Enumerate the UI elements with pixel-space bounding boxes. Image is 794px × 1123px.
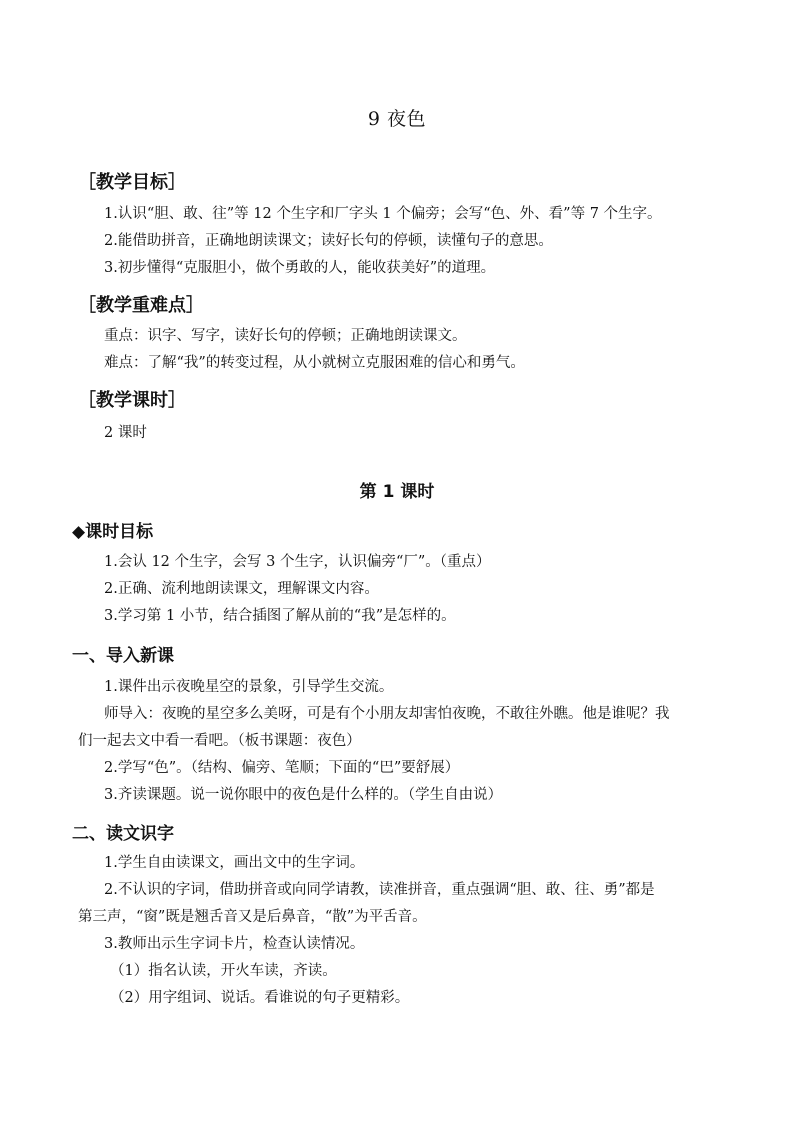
part2-line-4: 3.教师出示生字词卡片，检查认读情况。 bbox=[104, 936, 365, 952]
part2-line-1: 1.学生自由读课文，画出文中的生字词。 bbox=[104, 855, 365, 871]
part2-line-3: 第三声，“窗”既是翘舌音又是后鼻音，“散”为平舌音。 bbox=[78, 909, 427, 925]
section-heading-goals: ［教学目标］ bbox=[78, 172, 186, 193]
lesson1-heading: 第 1 课时 bbox=[359, 482, 435, 502]
lesson1-goals-heading: ◆课时目标 bbox=[72, 522, 154, 542]
goal-line-2: 2.能借助拼音，正确地朗读课文；读好长句的停顿，读懂句子的意思。 bbox=[104, 233, 553, 249]
part1-line-3: 们一起去文中看一看吧。（板书课题：夜色） bbox=[78, 733, 361, 749]
lesson1-goal-line-3: 3.学习第 1 小节，结合插图了解从前的“我”是怎样的。 bbox=[104, 608, 456, 624]
lesson1-goal-line-1: 1.会认 12 个生字，会写 3 个生字，认识偏旁“厂”。（重点） bbox=[104, 554, 491, 570]
part1-line-4: 2.学写“色”。（结构、偏旁、笔顺；下面的“巴”要舒展） bbox=[104, 760, 460, 776]
part1-line-5: 3.齐读课题。说一说你眼中的夜色是什么样的。（学生自由说） bbox=[104, 787, 503, 803]
part2-heading: 二、读文识字 bbox=[72, 824, 174, 844]
document-title: 9 夜色 bbox=[367, 108, 427, 130]
part1-line-1: 1.课件出示夜晚星空的景象，引导学生交流。 bbox=[104, 679, 394, 695]
goal-line-1: 1.认识“胆、敢、往”等 12 个生字和厂字头 1 个偏旁；会写“色、外、看”等 7 个生字。 bbox=[104, 206, 662, 222]
lesson1-goal-line-2: 2.正确、流利地朗读课文，理解课文内容。 bbox=[104, 581, 379, 597]
part2-line-2: 2.不认识的字词，借助拼音或向同学请教，读准拼音，重点强调“胆、敢、往、勇”都是 bbox=[104, 882, 655, 898]
key-point-line-1: 重点：识字、写字，读好长句的停顿；正确地朗读课文。 bbox=[104, 328, 467, 344]
section-heading-key-points: ［教学重难点］ bbox=[78, 295, 204, 316]
key-point-line-2: 难点：了解“我”的转变过程，从小就树立克服困难的信心和勇气。 bbox=[104, 355, 525, 371]
part2-line-5: （1）指名认读，开火车读，齐读。 bbox=[110, 963, 337, 979]
section-heading-hours: ［教学课时］ bbox=[78, 390, 186, 411]
part1-heading: 一、导入新课 bbox=[72, 646, 174, 666]
goal-line-3: 3.初步懂得“克服胆小，做个勇敢的人，能收获美好”的道理。 bbox=[104, 260, 496, 276]
part1-line-2: 师导入：夜晚的星空多么美呀，可是有个小朋友却害怕夜晚，不敢往外瞧。他是谁呢？我 bbox=[104, 706, 670, 722]
hours-value: 2 课时 bbox=[104, 425, 147, 441]
part2-line-6: （2）用字组词、说话。看谁说的句子更精彩。 bbox=[110, 990, 410, 1006]
